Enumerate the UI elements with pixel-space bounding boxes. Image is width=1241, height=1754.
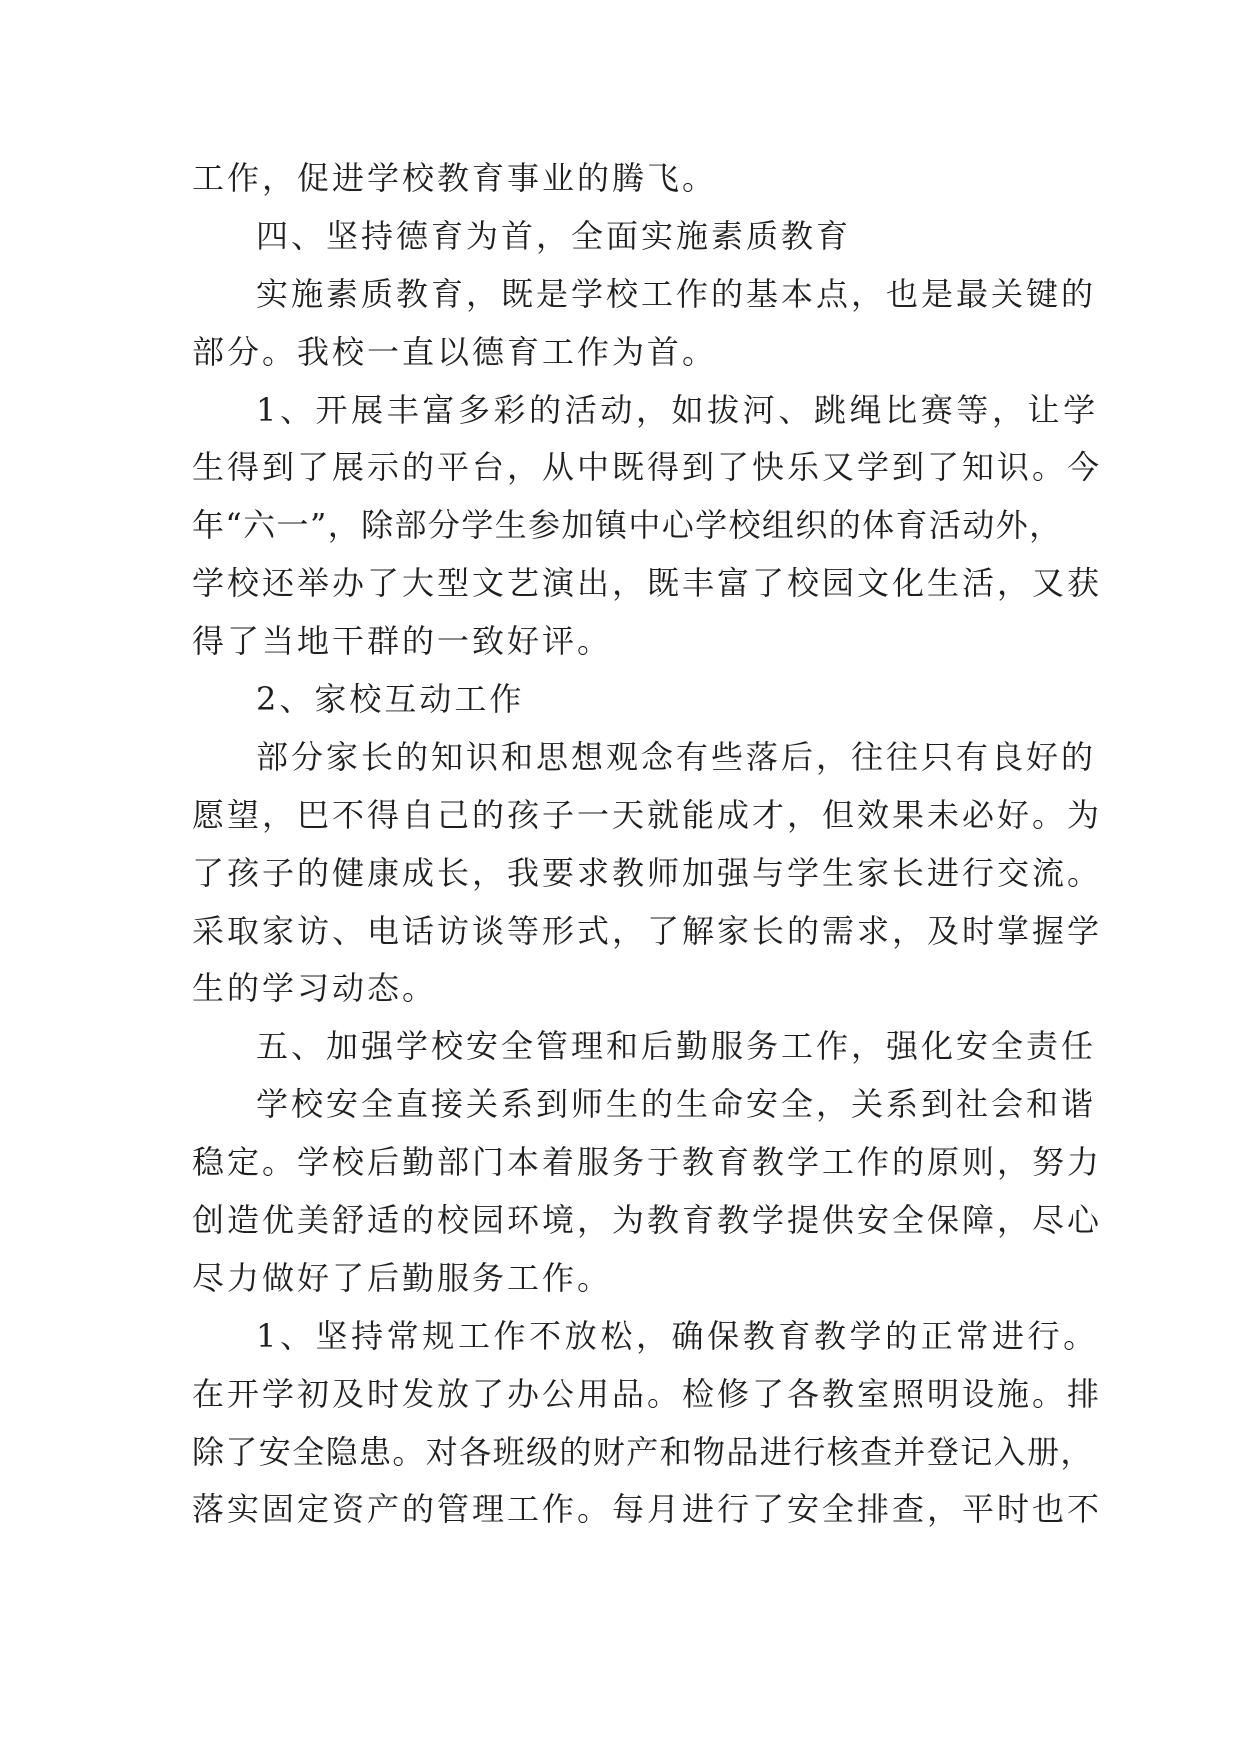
paragraph-line: 采取家访、电话访谈等形式，了解家长的需求，及时掌握学 [192,911,1103,950]
paragraph-line: 稳定。学校后勤部门本着服务于教育教学工作的原则，努力 [192,1143,1103,1182]
paragraph-line: 落实固定资产的管理工作。每月进行了安全排查，平时也不 [192,1490,1103,1529]
paragraph-line: 年“六一”，除部分学生参加镇中心学校组织的体育活动外， [192,506,1063,545]
paragraph-line: 了孩子的健康成长，我要求教师加强与学生家长进行交流。 [192,853,1103,892]
paragraph-line: 愿望，巴不得自己的孩子一天就能成才，但效果未必好。为 [192,795,1103,834]
paragraph-line: 实施素质教育，既是学校工作的基本点，也是最关键的 [256,274,1097,313]
paragraph-line: 部分。我校一直以德育工作为首。 [192,332,718,371]
paragraph-line: 创造优美舒适的校园环境，为教育教学提供安全保障，尽心 [192,1201,1103,1240]
paragraph-line: 除了安全隐患。对各班级的财产和物品进行核查并登记入册， [192,1432,1094,1471]
section-heading: 四、坚持德育为首，全面实施素质教育 [256,216,852,255]
list-item-line: 1、开展丰富多彩的活动，如拔河、跳绳比赛等，让学 [256,390,1099,429]
paragraph-line: 生得到了展示的平台，从中既得到了快乐又学到了知识。今 [192,448,1103,487]
paragraph-line: 学校安全直接关系到师生的生命安全，关系到社会和谐 [256,1085,1097,1124]
paragraph-line: 得了当地干群的一致好评。 [192,622,613,661]
document-body [192,158,1103,1547]
paragraph-line: 部分家长的知识和思想观念有些落后，往往只有良好的 [256,737,1097,776]
paragraph-line: 生的学习动态。 [192,969,438,1008]
section-heading: 五、加强学校安全管理和后勤服务工作，强化安全责任 [256,1027,1097,1066]
paragraph-line: 尽力做好了后勤服务工作。 [192,1258,613,1297]
paragraph-line: 学校还举办了大型文艺演出，既丰富了校园文化生活，又获 [192,564,1103,603]
subsection-heading: 2、家校互动工作 [256,680,525,719]
list-item-line: 1、坚持常规工作不放松，确保教育教学的正常进行。 [256,1316,1099,1355]
paragraph-line: 工作，促进学校教育事业的腾飞。 [192,159,718,197]
paragraph-line: 在开学初及时发放了办公用品。检修了各教室照明设施。排 [192,1374,1103,1413]
